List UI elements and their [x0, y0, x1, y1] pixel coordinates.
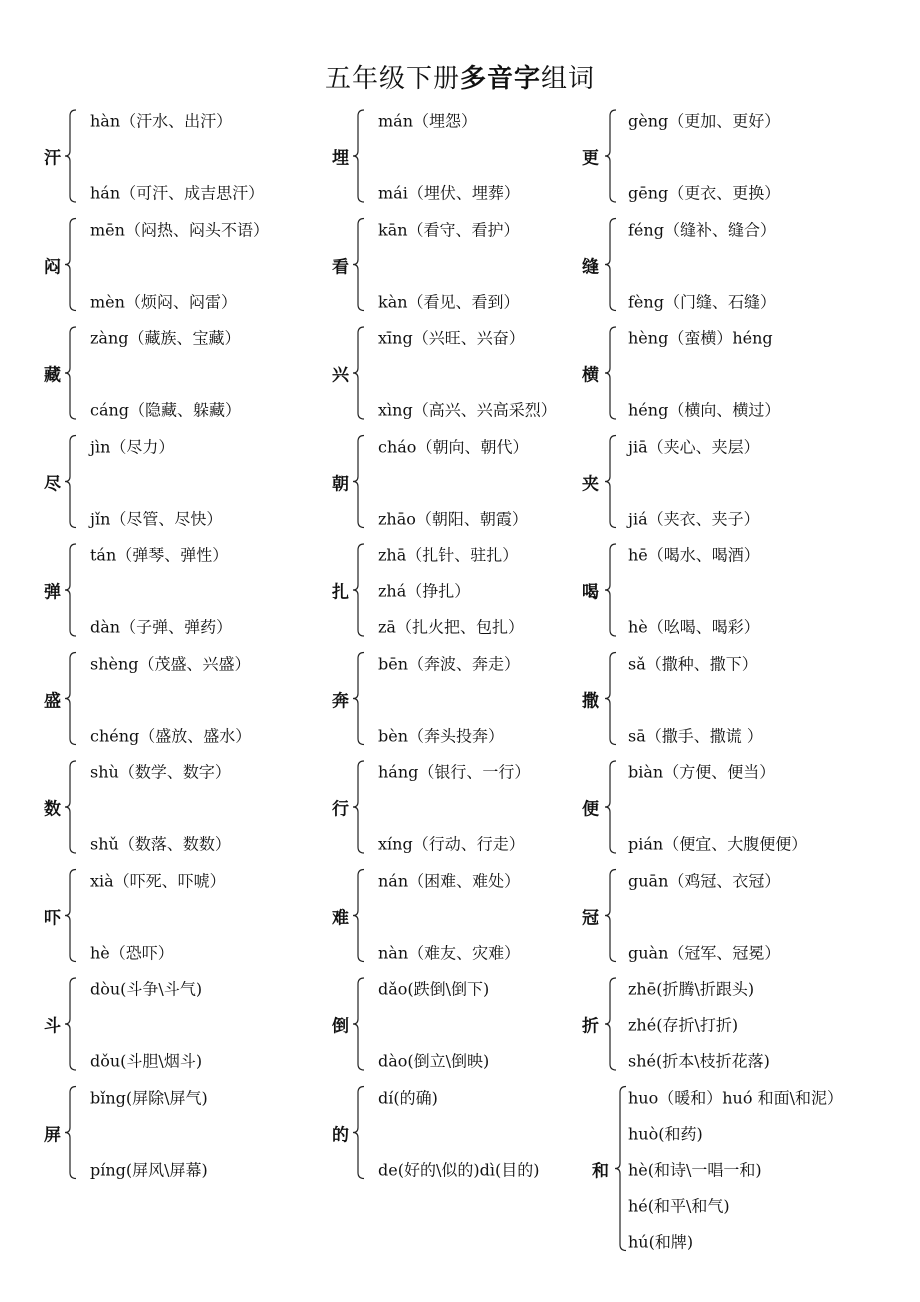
reading-entry: dǒu(斗胆\烟斗) — [90, 1051, 203, 1071]
polyphone-char: 看 — [332, 257, 349, 277]
polyphone-char: 折 — [582, 1016, 599, 1037]
polyphone-char: 冠 — [582, 908, 599, 928]
reading-entry: háng（银行、一行） — [378, 762, 531, 782]
reading-entry: guàn（冠军、冠冕） — [628, 943, 781, 962]
reading-entry: xià（吓死、吓唬） — [90, 871, 226, 890]
polyphone-char: 数 — [44, 799, 61, 820]
title-bold: 多音字 — [459, 64, 541, 94]
reading-entry: xīng（兴旺、兴奋） — [378, 328, 525, 348]
polyphone-char: 缝 — [582, 257, 599, 277]
polyphone-char: 倒 — [332, 1016, 349, 1037]
polyphone-char: 行 — [332, 799, 349, 820]
reading-entry: hèng（蛮横）héng — [628, 328, 773, 348]
reading-entry: biàn（方便、便当） — [628, 762, 776, 782]
reading-entry: zhāo（朝阳、朝霞） — [378, 509, 528, 528]
reading-entry: hè（恐吓） — [90, 943, 174, 962]
reading-entry: kān（看守、看护） — [378, 220, 520, 239]
polyphone-char: 屏 — [44, 1125, 61, 1145]
polyphone-char: 斗 — [44, 1016, 61, 1037]
reading-entry: tán（弹琴、弹性） — [90, 545, 229, 565]
polyphone-char: 更 — [582, 148, 599, 169]
polyphone-char: 和 — [592, 1161, 609, 1181]
polyphone-char: 吓 — [44, 908, 61, 928]
polyphone-char: 尽 — [44, 474, 61, 494]
reading-entry: gèng（更加、更好） — [628, 111, 781, 131]
reading-entry: jiā（夹心、夹层） — [628, 437, 760, 456]
reading-entry: zhá（挣扎） — [378, 581, 471, 601]
reading-entry: hè(和诗\一唱一和) — [628, 1160, 762, 1179]
reading-entry: shǔ（数落、数数） — [90, 834, 231, 854]
polyphone-char: 奔 — [332, 691, 349, 711]
reading-entry: zā（扎火把、包扎） — [378, 617, 524, 637]
reading-entry: dàn（子弹、弹药） — [90, 617, 233, 637]
reading-entry: cháo（朝向、朝代） — [378, 437, 529, 456]
polyphone-char: 闷 — [44, 257, 61, 277]
reading-entry: bèn（奔头投奔） — [378, 726, 505, 745]
reading-entry: mái（埋伏、埋葬） — [378, 183, 520, 203]
reading-entry: dòu(斗争\斗气) — [90, 979, 203, 999]
reading-entry: pián（便宜、大腹便便） — [628, 834, 808, 854]
reading-entry: hè（吆喝、喝彩） — [628, 617, 760, 637]
reading-entry: bēn（奔波、奔走） — [378, 654, 521, 673]
page-title — [0, 58, 920, 95]
reading-entry: nán（困难、难处） — [378, 871, 521, 890]
polyphone-char: 兴 — [332, 365, 349, 386]
reading-entry: zàng（藏族、宝藏） — [90, 328, 241, 348]
reading-entry: cáng（隐藏、躲藏） — [90, 400, 242, 420]
reading-entry: hé(和平\和气) — [628, 1196, 730, 1215]
reading-entry: píng(屏风\屏幕) — [90, 1160, 208, 1179]
title-suffix: 组词 — [541, 64, 596, 94]
reading-entry: hán（可汗、成吉思汗） — [90, 183, 265, 203]
reading-entry: huo（暖和）huó 和面\和泥） — [628, 1088, 843, 1107]
brace-icon — [0, 0, 1, 1]
reading-entry: chéng（盛放、盛水） — [90, 726, 252, 745]
reading-entry: huò(和药) — [628, 1124, 703, 1143]
reading-entry: zhē(折腾\折跟头) — [628, 979, 755, 999]
reading-entry: hàn（汗水、出汗） — [90, 111, 233, 131]
polyphone-char: 的 — [332, 1125, 349, 1145]
reading-entry: sā（撒手、撒谎 ） — [628, 726, 763, 745]
reading-entry: shù（数学、数字） — [90, 762, 231, 782]
reading-entry: jìn（尽力） — [90, 437, 175, 456]
polyphone-char: 喝 — [582, 582, 599, 603]
reading-entry: héng（横向、横过） — [628, 400, 781, 420]
polyphone-char: 朝 — [332, 474, 349, 494]
polyphone-char: 藏 — [44, 365, 61, 386]
reading-entry: xìng（高兴、兴高采烈） — [378, 400, 557, 420]
reading-entry: hē（喝水、喝酒） — [628, 545, 760, 565]
reading-entry: de(好的\似的)dì(目的) — [378, 1160, 540, 1179]
reading-entry: hú(和牌) — [628, 1232, 694, 1251]
reading-entry: dào(倒立\倒映) — [378, 1051, 490, 1071]
reading-entry: bǐng(屏除\屏气) — [90, 1088, 208, 1107]
reading-entry: shèng（茂盛、兴盛） — [90, 654, 251, 673]
reading-entry: zhā（扎针、驻扎） — [378, 545, 519, 565]
polyphone-char: 汗 — [44, 148, 61, 169]
reading-entry: sǎ（撒种、撒下） — [628, 654, 758, 673]
reading-entry: dǎo(跌倒\倒下) — [378, 979, 490, 999]
reading-entry: shé(折本\枝折花落) — [628, 1051, 770, 1071]
polyphone-char: 横 — [582, 365, 599, 386]
reading-entry: jiá（夹衣、夹子） — [628, 509, 760, 528]
reading-entry: mèn（烦闷、闷雷） — [90, 292, 237, 311]
polyphone-char: 埋 — [332, 148, 349, 169]
reading-entry: féng（缝补、缝合） — [628, 220, 776, 239]
reading-entry: gēng（更衣、更换） — [628, 183, 781, 203]
reading-entry: jǐn（尽管、尽快） — [90, 509, 223, 528]
reading-entry: fèng（门缝、石缝） — [628, 292, 776, 311]
reading-entry: nàn（难友、灾难） — [378, 943, 521, 962]
polyphone-char: 夹 — [582, 474, 599, 494]
title-prefix: 五年级下册 — [324, 64, 460, 94]
polyphone-char: 盛 — [44, 691, 61, 711]
polyphone-char: 扎 — [332, 582, 349, 603]
reading-entry: mēn（闷热、闷头不语） — [90, 220, 269, 239]
reading-entry: guān（鸡冠、衣冠） — [628, 871, 781, 890]
reading-entry: xíng（行动、行走） — [378, 834, 525, 854]
polyphone-char: 撒 — [582, 691, 599, 711]
reading-entry: dí(的确) — [378, 1088, 438, 1107]
polyphone-char: 难 — [332, 908, 349, 928]
reading-entry: kàn（看见、看到） — [378, 292, 520, 311]
polyphone-char: 便 — [582, 799, 599, 820]
reading-entry: zhé(存折\打折) — [628, 1015, 739, 1035]
polyphone-char: 弹 — [44, 582, 61, 603]
reading-entry: mán（埋怨） — [378, 111, 478, 131]
